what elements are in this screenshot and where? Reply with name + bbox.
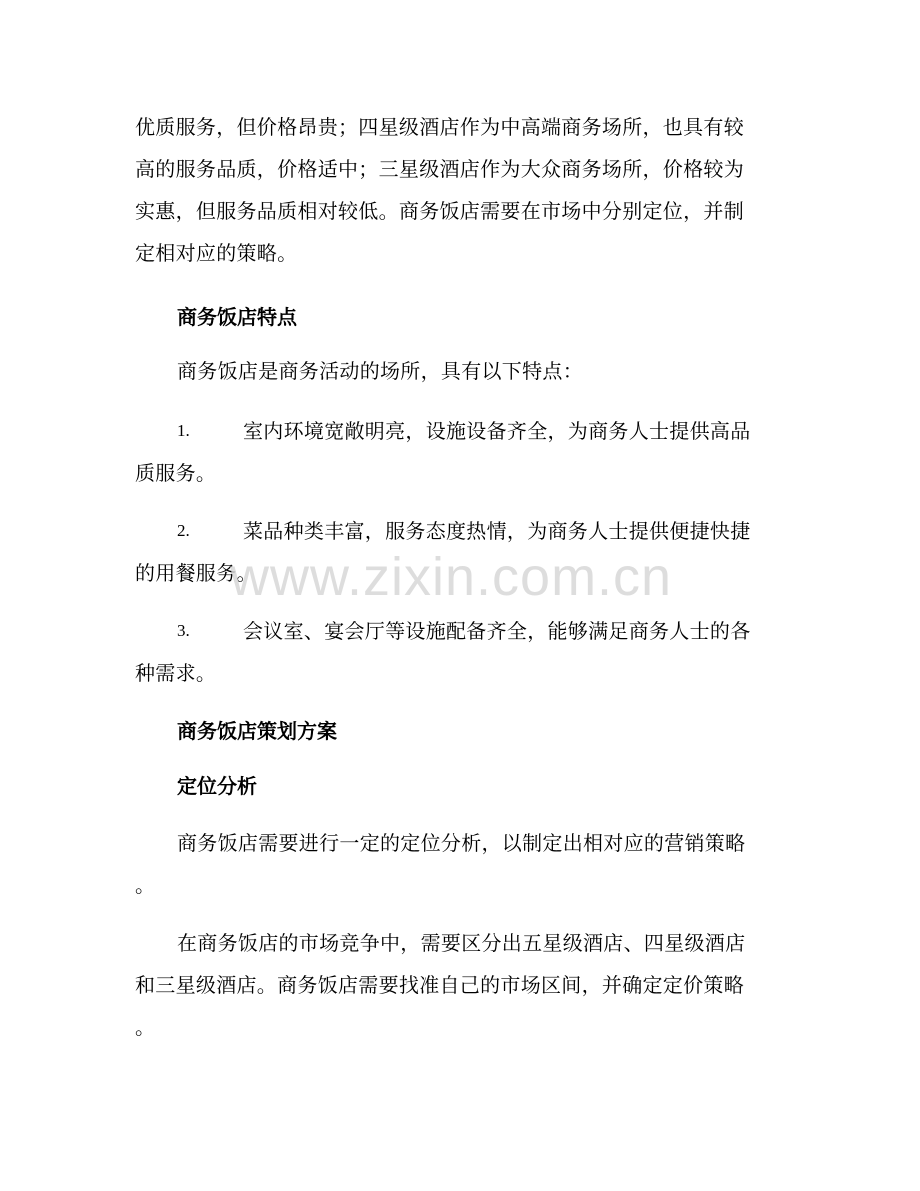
watermark: www.zixin.com.cn	[230, 547, 673, 607]
paragraph-line: 。	[135, 1015, 156, 1039]
section-heading-positioning: 定位分析	[177, 774, 257, 798]
list-item-text-continued: 质服务。	[135, 461, 217, 485]
list-item-text-continued: 种需求。	[135, 661, 217, 685]
features-intro: 商务饭店是商务活动的场所，具有以下特点：	[177, 359, 583, 383]
paragraph-line: 商务饭店需要进行一定的定位分析，以制定出相对应的营销策略	[177, 831, 746, 855]
section-heading-plan: 商务饭店策划方案	[177, 719, 337, 743]
paragraph-continuation	[135, 106, 785, 274]
list-item-text: 会议室、宴会厅等设施配备齐全，能够满足商务人士的各	[243, 619, 751, 643]
paragraph-line: 和三星级酒店。商务饭店需要找准自己的市场区间，并确定定价策略	[135, 973, 744, 997]
list-item-text-continued: 的用餐服务。	[135, 561, 257, 585]
list-item-number: 2.	[177, 521, 190, 540]
paragraph-line: 定相对应的策略。	[135, 241, 298, 265]
paragraph-line: 。	[135, 873, 156, 897]
list-item-number: 1.	[177, 421, 190, 440]
list-item-number: 3.	[177, 621, 190, 640]
paragraph-line: 高的服务品质，价格适中；三星级酒店作为大众商务场所，价格较为	[135, 157, 744, 181]
section-heading-features: 商务饭店特点	[177, 305, 297, 329]
competition-paragraph	[135, 922, 785, 1048]
paragraph-line: 实惠，但服务品质相对较低。商务饭店需要在市场中分别定位，并制	[135, 199, 744, 223]
list-item-text: 室内环境宽敞明亮，设施设备齐全，为商务人士提供高品	[243, 419, 751, 443]
paragraph-line: 在商务饭店的市场竞争中，需要区分出五星级酒店、四星级酒店	[177, 931, 746, 955]
list-item-text: 菜品种类丰富，服务态度热情，为商务人士提供便捷快捷	[243, 519, 751, 543]
paragraph-line: 优质服务，但价格昂贵；四星级酒店作为中高端商务场所，也具有较	[135, 115, 744, 139]
positioning-paragraph	[135, 822, 785, 906]
